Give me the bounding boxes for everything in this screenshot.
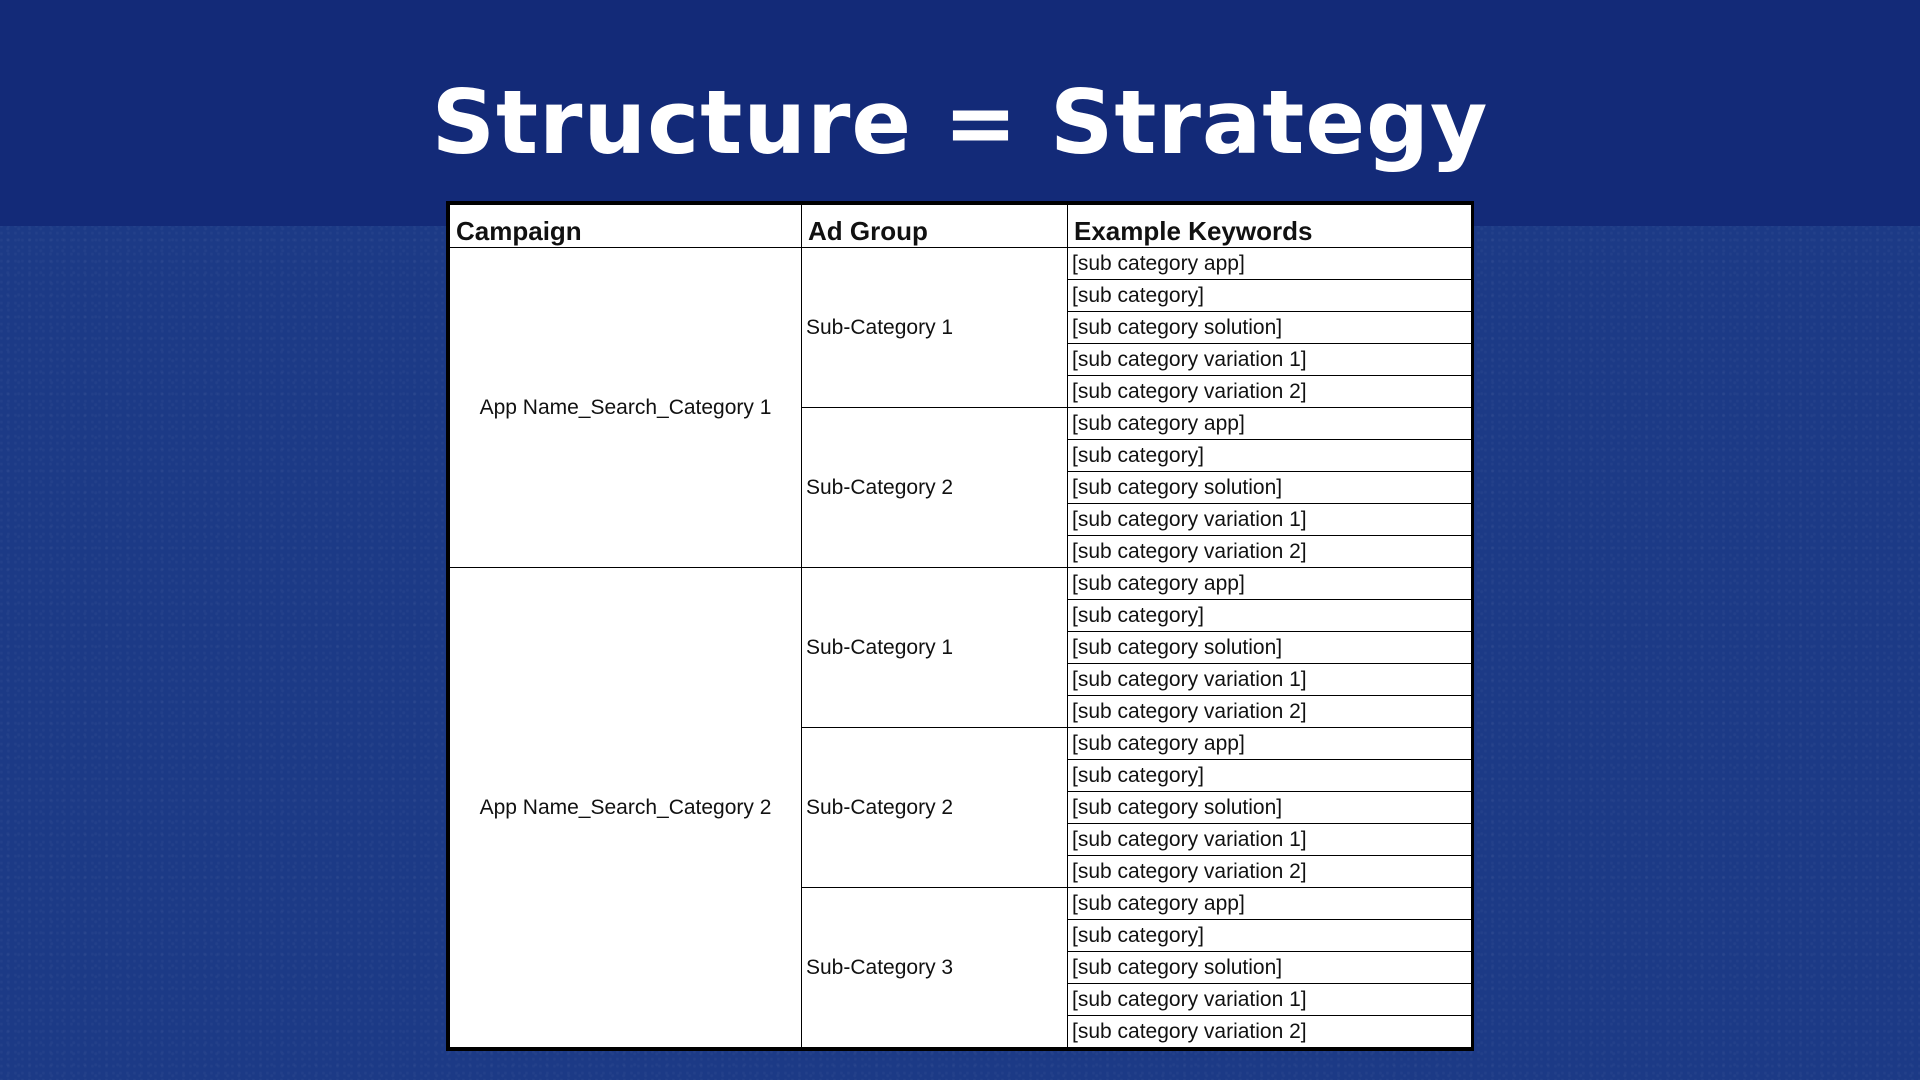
ad-group-cell: Sub-Category 2 xyxy=(802,408,1068,568)
keyword-cell: [sub category] xyxy=(1068,600,1472,632)
ad-group-cell: Sub-Category 2 xyxy=(802,728,1068,888)
keyword-cell: [sub category solution] xyxy=(1068,632,1472,664)
table-body xyxy=(450,248,1472,1048)
keyword-cell: [sub category solution] xyxy=(1068,792,1472,824)
campaign-cell: App Name_Search_Category 2 xyxy=(450,568,802,1048)
keyword-cell: [sub category app] xyxy=(1068,248,1472,280)
keyword-cell: [sub category variation 2] xyxy=(1068,696,1472,728)
ad-group-cell: Sub-Category 1 xyxy=(802,568,1068,728)
keyword-cell: [sub category variation 2] xyxy=(1068,376,1472,408)
keyword-cell: [sub category app] xyxy=(1068,408,1472,440)
keyword-cell: [sub category variation 1] xyxy=(1068,664,1472,696)
ad-group-cell: Sub-Category 1 xyxy=(802,248,1068,408)
campaign-cell: App Name_Search_Category 1 xyxy=(450,248,802,568)
keyword-cell: [sub category app] xyxy=(1068,568,1472,600)
keyword-cell: [sub category] xyxy=(1068,760,1472,792)
keyword-cell: [sub category variation 2] xyxy=(1068,1016,1472,1048)
keyword-cell: [sub category variation 1] xyxy=(1068,504,1472,536)
keyword-cell: [sub category solution] xyxy=(1068,312,1472,344)
header-ad-group: Ad Group xyxy=(802,205,1068,248)
keyword-cell: [sub category solution] xyxy=(1068,472,1472,504)
header-example-keywords: Example Keywords xyxy=(1068,205,1472,248)
keyword-cell: [sub category solution] xyxy=(1068,952,1472,984)
table-row xyxy=(450,568,1472,600)
keyword-cell: [sub category app] xyxy=(1068,888,1472,920)
ad-group-cell: Sub-Category 3 xyxy=(802,888,1068,1048)
keyword-cell: [sub category variation 2] xyxy=(1068,856,1472,888)
keyword-cell: [sub category] xyxy=(1068,280,1472,312)
keyword-cell: [sub category variation 2] xyxy=(1068,536,1472,568)
keyword-cell: [sub category variation 1] xyxy=(1068,344,1472,376)
header-campaign: Campaign xyxy=(450,205,802,248)
table-row xyxy=(450,248,1472,280)
keyword-cell: [sub category] xyxy=(1068,920,1472,952)
keyword-cell: [sub category variation 1] xyxy=(1068,824,1472,856)
keyword-cell: [sub category variation 1] xyxy=(1068,984,1472,1016)
keyword-cell: [sub category] xyxy=(1068,440,1472,472)
table-header-row xyxy=(450,205,1472,248)
slide-title: Structure = Strategy xyxy=(431,71,1489,174)
keyword-cell: [sub category app] xyxy=(1068,728,1472,760)
campaign-structure-table xyxy=(446,201,1474,1051)
